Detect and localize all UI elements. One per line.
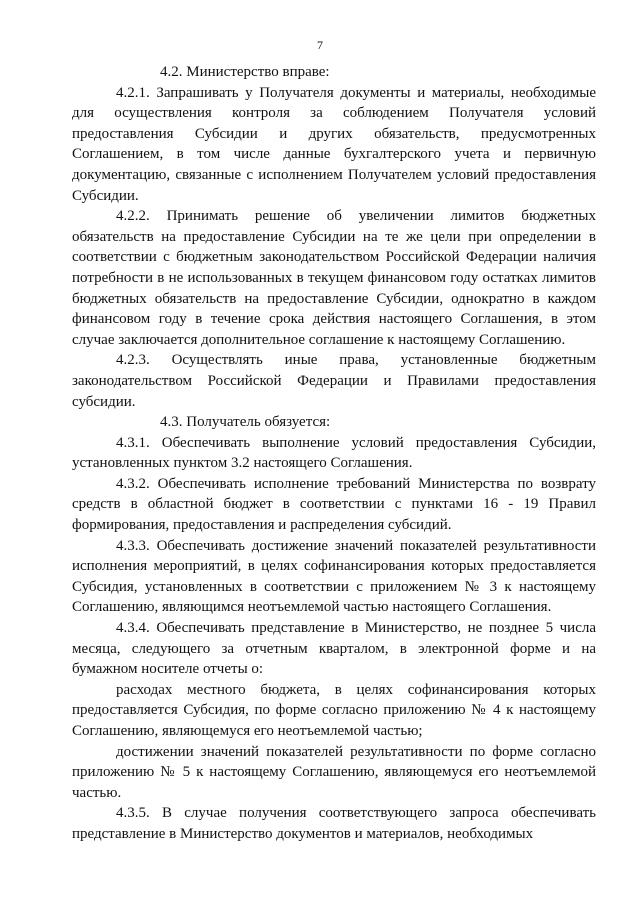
clause-number: 4.3.5. (116, 805, 150, 822)
clause-number: 4.3. (160, 414, 183, 431)
clause-number: 4.3.1. (116, 434, 150, 451)
clause-number: 4.3.3. (116, 537, 150, 554)
paragraph-text: Обеспечивать исполнение требований Министерства по возврату средств в областной бюджет в соответствии с пунктами 16 - 19 Правил формирования, предоставления и распределения субсидий. (72, 475, 596, 534)
paragraph-4-2-2 (72, 206, 596, 350)
paragraph-report-indicators (72, 742, 596, 804)
clause-number: 4.2.3. (116, 352, 150, 369)
paragraph-text: Министерство вправе: (186, 64, 330, 80)
clause-number: 4.3.4. (116, 620, 150, 637)
paragraph-4-3-5 (72, 803, 596, 844)
paragraph-text: В случае получения соответствующего запроса обеспечивать представление в Министерство документов и материалов, необходимых (72, 805, 597, 842)
paragraph-text: Обеспечивать выполнение условий предоставления Субсидии, установленных пунктом 3.2 настоящего Соглашения. (72, 434, 596, 472)
paragraph-4-3-1 (72, 433, 596, 474)
clause-number: 4.3.2. (116, 475, 150, 492)
paragraph-4-2-3 (72, 350, 596, 412)
clause-number: 4.2.1. (116, 84, 150, 101)
paragraph-report-expenses (72, 680, 596, 742)
page-number: 7 (317, 38, 323, 52)
document-body (72, 62, 596, 845)
clause-number: 4.2. (160, 64, 183, 80)
paragraph-text: расходах местного бюджета, в целях софинансирования которых предоставляется Субсидия, по форме согласно приложению № 4 к настоящему Соглашению, являющемуся его неотъемлемой частью; (72, 681, 596, 739)
paragraph-4-2-1 (72, 83, 596, 207)
paragraph-4-3-4 (72, 618, 596, 680)
paragraph-4-3-2 (72, 474, 596, 536)
paragraph-text: Обеспечивать представление в Министерство, не позднее 5 числа месяца, следующего за отчетным кварталом, в электронной форме и на бумажном носителе отчеты о: (72, 620, 596, 678)
paragraph-text: Принимать решение об увеличении лимитов бюджетных обязательств на предоставление Субсидии на те же цели при определении в соответствии с бюджетным законодательством Российской Федерации наличия потребности в не использованных в текущем финансовом году остатках лимитов бюджетных обязательств на предоставление Субсидии, однократно в каждом финансовом году в течение срока действия настоящего Соглашения, в этом случае заключается дополнительное соглашение к настоящему Соглашению. (72, 208, 596, 348)
clause-number: 4.2.2. (116, 208, 150, 225)
paragraph-text: Осуществлять иные права, установленные бюджетным законодательством Российской Федерации и Правилами предоставления субсидии. (72, 352, 596, 410)
paragraph-text: Получатель обязуется: (186, 414, 331, 431)
paragraph-4-2 (72, 62, 596, 83)
paragraph-4-3 (72, 412, 596, 433)
paragraph-text: Обеспечивать достижение значений показателей результативности исполнения мероприятий, в целях софинансирования которых предоставляется Субсидия, установленных в соответствии с приложением № 3 к настоящему Соглашению, являющимся неотъемлемой частью настоящего Соглашения. (72, 537, 597, 616)
paragraph-text: Запрашивать у Получателя документы и материалы, необходимые для осуществления контроля за соблюдением Получателя условий предоставления Субсидии и других обязательств, предусмотренных Соглашением, в том числе данные бухгалтерского учета и первичную документацию, связанные с исполнением Получателем условий предоставления Субсидии. (72, 84, 596, 204)
paragraph-text: достижении значений показателей результативности по форме согласно приложению № 5 к настоящему Соглашению, являющемуся его неотъемлемой частью. (72, 743, 596, 801)
paragraph-4-3-3 (72, 536, 596, 618)
